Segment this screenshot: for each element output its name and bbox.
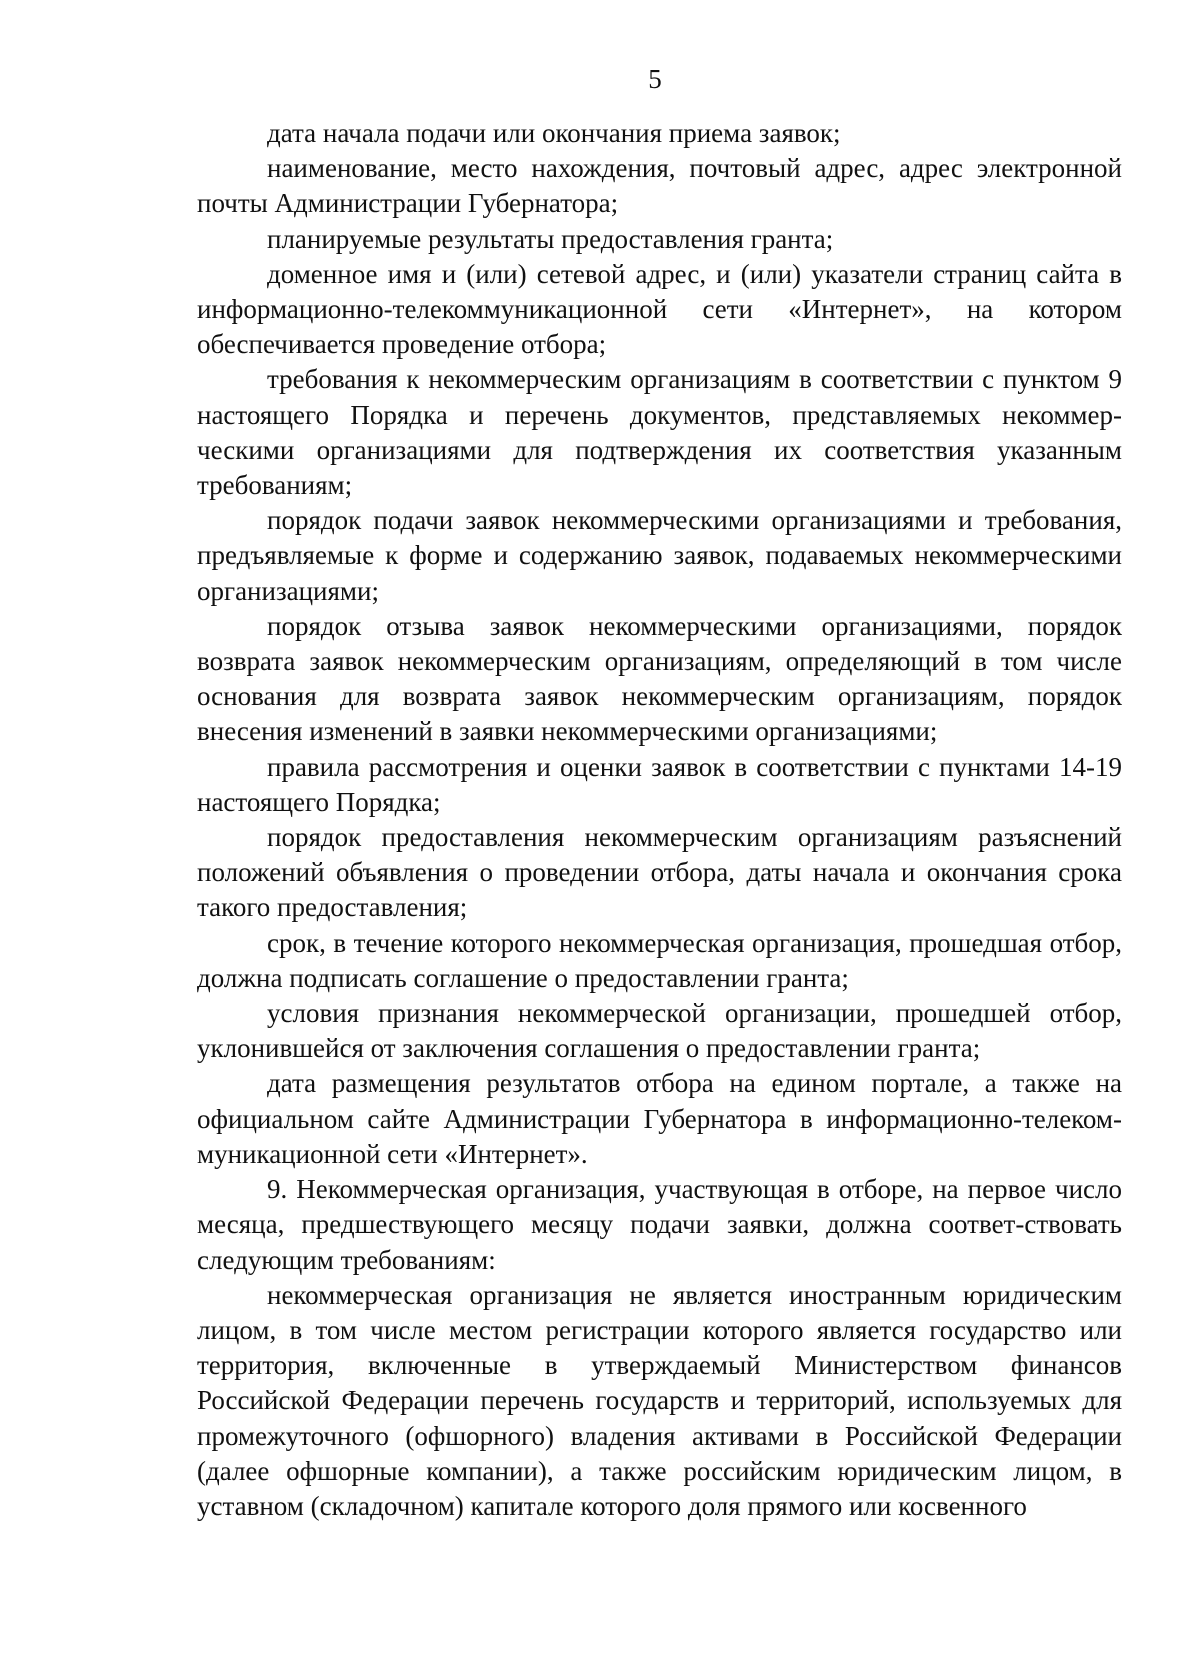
paragraph: порядок предоставления некоммерческим организациям разъяснений положений объявления о проведении отбора, даты начала и окончания срока такого предоставления; bbox=[197, 822, 1122, 923]
paragraph: 9. Некоммерческая организация, участвующая в отборе, на первое число месяца, предшествующего месяцу подачи заявки, должна соответ-ствовать следующим требованиям: bbox=[197, 1174, 1122, 1275]
paragraph: срок, в течение которого некоммерческая организация, прошедшая отбор, должна подписать соглашение о предоставлении гранта; bbox=[197, 927, 1122, 993]
paragraph: доменное имя и (или) сетевой адрес, и (или) указатели страниц сайта в информационно-телекоммуникационной сети «Интернет», на котором обеспечивается проведение отбора; bbox=[197, 258, 1122, 360]
page-number: 5 bbox=[648, 64, 662, 94]
paragraph: дата размещения результатов отбора на едином портале, а также на официальном сайте Администрации Губернатора в информационно-телеком-муникационной сети «Интернет». bbox=[197, 1068, 1122, 1169]
paragraph: правила рассмотрения и оценки заявок в соответствии с пунктами 14-19 настоящего Порядка; bbox=[197, 751, 1122, 817]
paragraph: наименование, место нахождения, почтовый адрес, адрес электронной почты Администрации Губернатора; bbox=[197, 153, 1122, 219]
paragraph: некоммерческая организация не является иностранным юридическим лицом, в том числе местом регистрации которого является государство или территория, включенные в утверждаемый Министерством финансов Российской Федерации перечень государств и территорий, используемых для промежуточного (офшорного) владения активами в Российской Федерации (далее офшорные компании), а также российским юридическим лицом, в уставном (складочном) капитале которого доля прямого или косвенного bbox=[197, 1279, 1122, 1521]
paragraph: дата начала подачи или окончания приема заявок; bbox=[267, 118, 841, 148]
paragraph: порядок отзыва заявок некоммерческими организациями, порядок возврата заявок некоммерческим организациям, определяющий в том числе основания для возврата заявок некоммерческим организациям, порядок внесения изменений в заявки некоммерческими организациями; bbox=[197, 610, 1122, 747]
paragraph: порядок подачи заявок некоммерческими организациями и требования, предъявляемые к форме и содержанию заявок, подаваемых некоммерческими организациями; bbox=[197, 505, 1122, 606]
paragraph: требования к некоммерческим организациям в соответствии с пунктом 9 настоящего Порядка и перечень документов, представляемых некоммер-ческими организациями для подтверждения их соответствия указанным требованиям; bbox=[197, 364, 1122, 501]
paragraph: планируемые результаты предоставления гранта; bbox=[267, 223, 834, 254]
paragraph: условия признания некоммерческой организации, прошедшей отбор, уклонившейся от заключения соглашения о предоставлении гранта; bbox=[197, 998, 1122, 1064]
document-body bbox=[197, 116, 1122, 1524]
